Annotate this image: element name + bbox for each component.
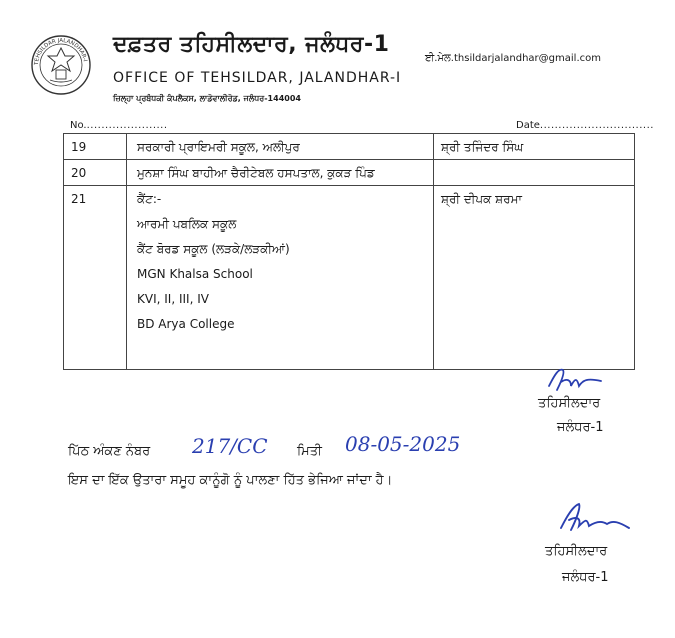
reference-number-dots: ......................: [86, 120, 168, 131]
endorsement-date-handwritten: 08-05-2025: [345, 432, 461, 456]
date-dots: ...............................: [539, 120, 654, 131]
signature-1-designation: ਤਹਿਸੀਲਦਾਰ: [538, 396, 601, 411]
date-field: [516, 120, 654, 131]
table-cell-place-line: ਕੈਂਟ ਬੋਰਡ ਸਕੂਲ (ਲੜਕੇ/ਲੜਕੀਆਂ): [137, 242, 290, 256]
table-cell-place-line: ਕੈਂਟ:-: [137, 192, 162, 206]
office-address: ਜ਼ਿਲ੍ਹਾ ਪ੍ਰਬੰਧਕੀ ਕੰਪਲੈਕਸ, ਲਾਡੋਵਾਲੀਰੋਡ, ਜਲੰਧਰ-144004: [113, 94, 301, 103]
table-cell-place: ਮੁਨਸ਼ਾ ਸਿੰਘ ਬਾਹੀਆ ਚੈਰੀਟੇਬਲ ਹਸਪਤਾਲ, ਕੁਕੜ ਪਿੰਡ: [137, 166, 375, 180]
table-cell-sr: 21: [71, 192, 87, 206]
endorsement-number-label: ਪਿੱਠ ਅੰਕਣ ਨੰਬਰ: [68, 444, 151, 459]
handwritten-signature-1: [545, 364, 605, 394]
table-cell-place-line: KVI, II, III, IV: [137, 292, 209, 306]
office-title-english: OFFICE OF TEHSILDAR, JALANDHAR-I: [113, 70, 402, 86]
endorsement-number-handwritten: 217/CC: [192, 434, 268, 458]
seal-text: TEHSILDAR JALANDHAR-I: [33, 37, 88, 66]
signature-2-location: ਜਲੰਧਰ-1: [562, 570, 609, 585]
table-cell-place-line: BD Arya College: [137, 317, 235, 331]
signature-1-location: ਜਲੰਧਰ-1: [557, 420, 604, 435]
table-cell-place: ਸਰਕਾਰੀ ਪ੍ਰਾਇਮਰੀ ਸਕੂਲ, ਅਲੀਪੁਰ: [137, 140, 300, 154]
table-cell-sr: 19: [71, 140, 87, 154]
table-cell-officer: ਸ਼੍ਰੀ ਦੀਪਕ ਸ਼ਰਮਾ: [441, 192, 522, 206]
table-cell-officer: ਸ਼੍ਰੀ ਤਜਿੰਦਰ ਸਿੰਘ: [441, 140, 524, 154]
duty-table: [63, 133, 635, 370]
endorsement-text: ਇਸ ਦਾ ਇੱਕ ਉਤਾਰਾ ਸਮੂਹ ਕਾਨੂੰਗੋ ਨੂੰ ਪਾਲਣਾ ਹਿੱਤ ਭੇਜਿਆ ਜਾਂਦਾ ਹੈ।: [68, 473, 393, 488]
table-cell-sr: 20: [71, 166, 87, 180]
office-title-punjabi: ਦਫ਼ਤਰ ਤਹਿਸੀਲਦਾਰ, ਜਲੰਧਰ-1: [113, 32, 390, 57]
table-cell-place-line: MGN Khalsa School: [137, 267, 253, 281]
office-email: ਈ.ਮੇਲ.thsildarjalandhar@gmail.com: [425, 53, 601, 64]
office-seal-emblem: [30, 34, 92, 96]
signature-2-designation: ਤਹਿਸੀਲਦਾਰ: [545, 544, 608, 559]
handwritten-signature-2: [555, 498, 635, 538]
date-label: Date: [516, 120, 540, 131]
table-cell-place-line: ਆਰਮੀ ਪਬਲਿਕ ਸਕੂਲ: [137, 217, 237, 231]
endorsement-date-label: ਮਿਤੀ: [297, 444, 322, 459]
reference-number-label: No.: [70, 120, 87, 131]
reference-number-field: [70, 120, 168, 131]
